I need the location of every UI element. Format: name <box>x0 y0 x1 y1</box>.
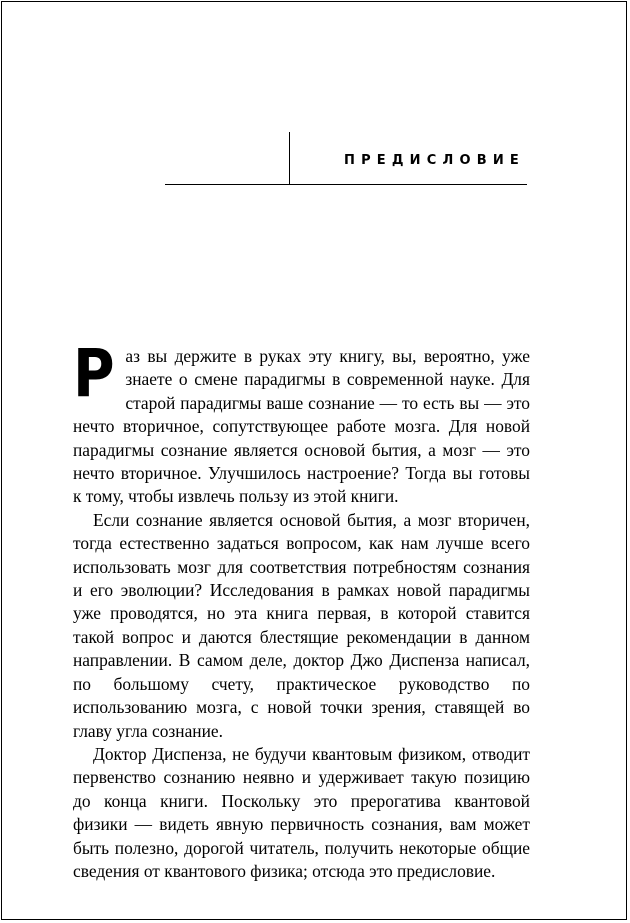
chapter-heading <box>165 132 527 185</box>
paragraph-1 <box>73 335 530 509</box>
paragraph-3: Доктор Диспенза, не будучи квантовым физиком, отводит первенство сознанию неявно и удерживает такую позицию до конца книги. Поскольку это прерогатива квантовой физики — видеть явную первичность сознания, вам может быть полезно, дорогой читатель, получить некоторые общие сведения от квантового физика; отсюда это предисловие. <box>73 743 530 881</box>
paragraph-2: Если сознание является основой бытия, а мозг вторичен, тогда естественно задаться вопросом, как нам лучше всего использовать мозг для соответствия потребностям сознания и его эволюции? Исследования в рамках новой парадигмы уже проводятся, но эта книга первая, в которой ставится такой вопрос и даются блестящие рекомендации в данном направлении. В самом деле, доктор Джо Диспенза написал, по большому счету, практическое руководство по использованию мозга, с новой точки зрения, ставящей во главу угла сознание. <box>73 509 530 741</box>
heading-vertical-rule <box>289 132 290 184</box>
body-text <box>73 335 530 883</box>
paragraph-1-text: аз вы держите в руках эту книгу, вы, вероятно, уже знаете о смене парадигмы в современной науке. Для старой парадигмы ваше сознание — то есть вы — это нечто вторичное, сопутствующее работе мозга. Для новой парадигмы сознание является основой бытия, а мозг — это нечто вторичное. Улучшилось настроение? Тогда вы готовы к тому, чтобы извлечь пользу из этой книги. <box>73 346 530 507</box>
page-title: ПРЕДИСЛОВИЕ <box>343 153 525 168</box>
drop-cap: Р <box>73 335 115 412</box>
book-page <box>1 1 627 920</box>
